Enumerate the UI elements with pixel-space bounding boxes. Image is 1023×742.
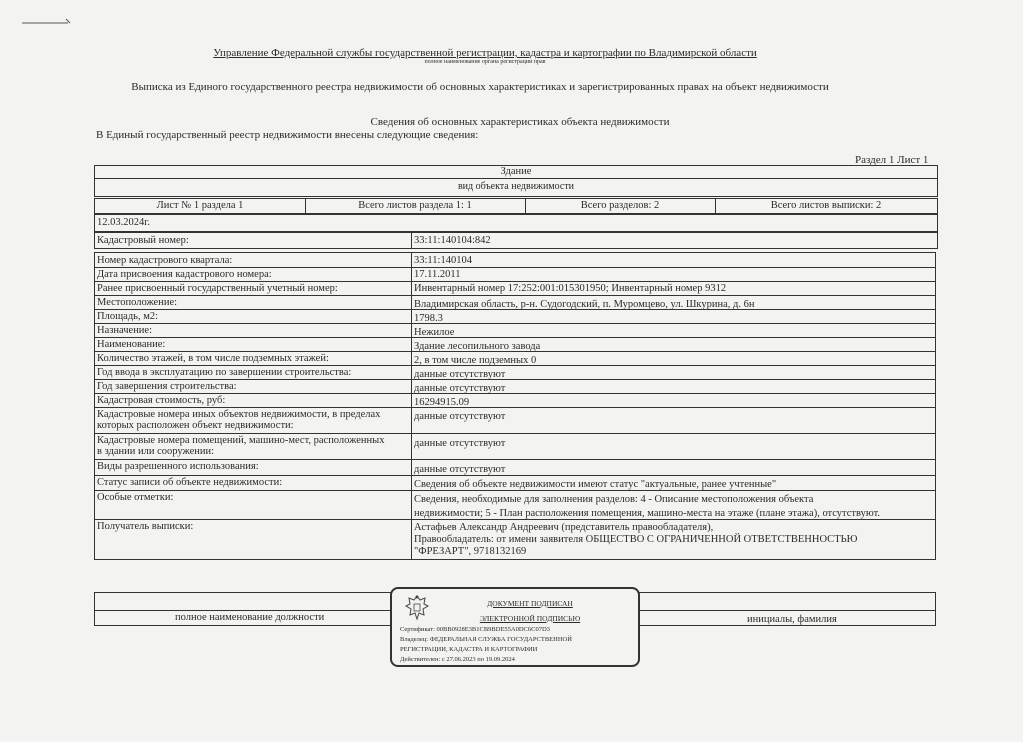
cadastral-number-row: [94, 232, 938, 249]
row-value: 33:11:140104: [414, 255, 472, 266]
org-name-note: полное наименование органа регистрации прав: [424, 59, 546, 65]
corner-mark-icon: [22, 18, 72, 28]
row-value: Сведения, необходимые для заполнения разделов: 4 - Описание местоположения объекта: [414, 494, 814, 505]
row-value: Правообладатель: от имени заявителя ОБЩЕСТВО С ОГРАНИЧЕННОЙ ОТВЕТСТВЕННОСТЬЮ: [414, 534, 858, 545]
row-label: Год завершения строительства:: [97, 381, 237, 392]
org-name: Управление Федеральной службы государственной регистрации, кадастра и картографии по Владимирской области: [213, 47, 757, 59]
row-label: Наименование:: [97, 339, 166, 350]
row-value: недвижимости; 5 - План расположения помещения, машино-места на этаже (плане этажа), отсутствуют.: [414, 508, 880, 519]
row-value: "ФРЕЗАРТ", 9718132169: [414, 546, 527, 557]
row-value: Нежилое: [414, 327, 455, 338]
date-row: [94, 214, 938, 232]
row-label: Ранее присвоенный государственный учетный номер:: [97, 283, 338, 294]
object-kind-note: вид объекта недвижимости: [457, 181, 575, 192]
sheets-in-section: Всего листов раздела 1: 1: [358, 200, 472, 211]
section-label: Раздел 1 Лист 1: [855, 154, 929, 166]
row-value: Инвентарный номер 17:252:001:015301950; Инвентарный номер 9312: [414, 283, 727, 294]
object-kind-box: [94, 165, 938, 197]
stamp-title: ДОКУМЕНТ ПОДПИСАН: [487, 599, 573, 608]
coat-of-arms-icon: [404, 593, 430, 623]
intro-text: В Единый государственный реестр недвижимости внесены следующие сведения:: [96, 129, 479, 141]
row-value: 2, в том числе подземных 0: [414, 355, 537, 366]
row-label: в здании или сооружении:: [97, 446, 215, 457]
extract-title: Выписка из Единого государственного реестра недвижимости об основных характеристиках и зарегистрированных правах на объект недвижимости: [131, 81, 829, 93]
stamp-owner: РЕГИСТРАЦИИ, КАДАСТРА И КАРТОГРАФИИ: [400, 646, 538, 653]
info-title: Сведения об основных характеристиках объекта недвижимости: [370, 116, 670, 128]
row-value: данные отсутствуют: [414, 411, 506, 422]
row-label: Назначение:: [97, 325, 153, 336]
position-label: полное наименование должности: [175, 612, 325, 623]
row-label: Дата присвоения кадастрового номера:: [97, 269, 272, 280]
row-value: 1798.3: [414, 313, 443, 324]
stamp-owner: Владелец: ФЕДЕРАЛЬНАЯ СЛУЖБА ГОСУДАРСТВЕННОЙ: [400, 636, 572, 643]
row-label: Площадь, м2:: [97, 311, 159, 322]
row-label: Особые отметки:: [97, 492, 174, 503]
row-value: Здание лесопильного завода: [414, 341, 541, 352]
extract-date: 12.03.2024г.: [97, 217, 150, 228]
row-value: данные отсутствуют: [414, 438, 506, 449]
cadastral-number-value: 33:11:140104:842: [414, 235, 491, 246]
row-value: 16294915.09: [414, 397, 470, 408]
electronic-signature-stamp: [390, 587, 640, 667]
row-label: Кадастровые номера иных объектов недвижимости, в пределах: [97, 409, 381, 420]
row-label: Кадастровые номера помещений, машино-мест, расположенных: [97, 435, 385, 446]
row-label: которых расположен объект недвижимости:: [97, 420, 294, 431]
row-value: данные отсутствуют: [414, 464, 506, 475]
stamp-validity: Действителен: с 27.06.2023 по 19.09.2024: [400, 656, 515, 663]
row-value: Астафьев Александр Андреевич (представитель правообладателя),: [414, 522, 714, 533]
row-label: Количество этажей, в том числе подземных этажей:: [97, 353, 329, 364]
row-value: 17.11.2011: [414, 269, 461, 280]
sheet-number: Лист № 1 раздела 1: [156, 200, 244, 211]
row-value: данные отсутствуют: [414, 369, 506, 380]
row-label: Номер кадастрового квартала:: [97, 255, 233, 266]
row-label: Год ввода в эксплуатацию по завершении строительства:: [97, 367, 352, 378]
row-value: Владимирская область, р-н. Судогодский, п. Муромцево, ул. Шкурина, д. 6н: [414, 299, 755, 310]
row-value: данные отсутствуют: [414, 383, 506, 394]
row-label: Статус записи об объекте недвижимости:: [97, 477, 283, 488]
sheet-info-row: [94, 198, 938, 214]
sections-total: Всего разделов: 2: [580, 200, 660, 211]
object-kind: Здание: [500, 166, 532, 177]
row-value: Сведения об объекте недвижимости имеют статус "актуальные, ранее учтенные": [414, 479, 777, 490]
row-label: Кадастровая стоимость, руб:: [97, 395, 226, 406]
cadastral-number-label: Кадастровый номер:: [97, 235, 189, 246]
characteristics-table: [94, 252, 936, 560]
stamp-subtitle: ЭЛЕКТРОННОЙ ПОДПИСЬЮ: [479, 614, 581, 623]
initials-label: инициалы, фамилия: [747, 614, 837, 625]
stamp-certificate: Сертификат: 00BB0928E3B1CB9BDE55A0DC6C07D3: [400, 626, 550, 633]
row-label: Получатель выписки:: [97, 521, 194, 532]
row-label: Местоположение:: [97, 297, 178, 308]
row-label: Виды разрешенного использования:: [97, 461, 259, 472]
sheets-total: Всего листов выписки: 2: [770, 200, 882, 211]
